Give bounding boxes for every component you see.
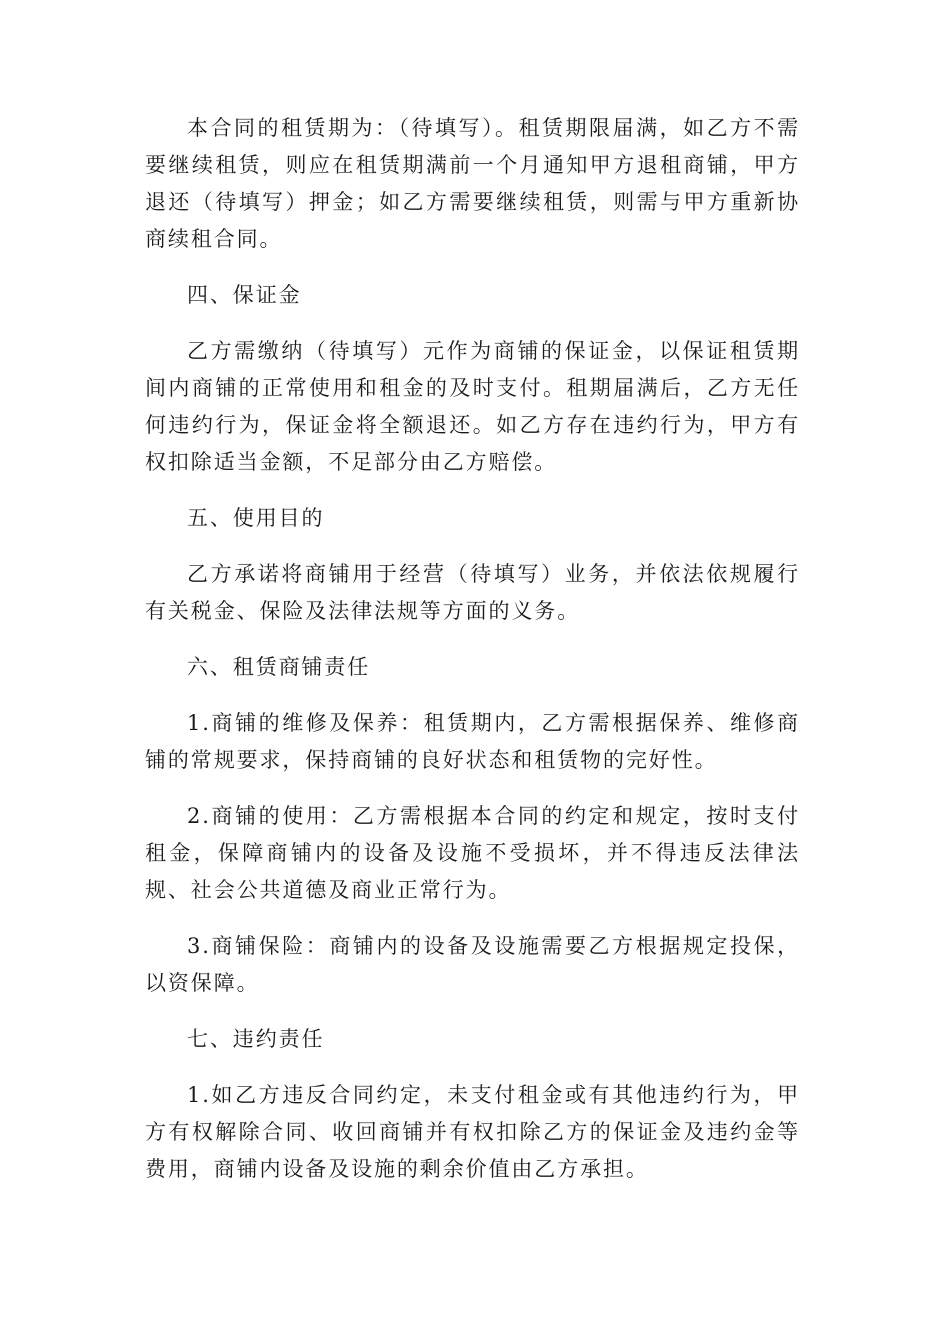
purpose-paragraph: 乙方承诺将商铺用于经营（待填写）业务，并依法依规履行有关税金、保险及法律法规等方面的义务。 xyxy=(145,562,800,623)
breach-item-1: 1.如乙方违反合同约定，未支付租金或有其他违约行为，甲方有权解除合同、收回商铺并有权扣除乙方的保证金及违约金等费用，商铺内设备及设施的剩余价值由乙方承担。 xyxy=(145,1083,800,1181)
responsibility-item-2: 2.商铺的使用：乙方需根据本合同的约定和规定，按时支付租金，保障商铺内的设备及设施不受损坏，并不得违反法律法规、社会公共道德及商业正常行为。 xyxy=(145,804,800,902)
deposit-paragraph: 乙方需缴纳（待填写）元作为商铺的保证金，以保证租赁期间内商铺的正常使用和租金的及时支付。租期届满后，乙方无任何违约行为，保证金将全额退还。如乙方存在违约行为，甲方有权扣除适当金额，不足部分由乙方赔偿。 xyxy=(145,339,800,474)
section-heading-deposit: 四、保证金 xyxy=(187,283,302,307)
section-heading-purpose: 五、使用目的 xyxy=(187,506,325,530)
lease-term-paragraph: 本合同的租赁期为：（待填写）。租赁期限届满，如乙方不需要继续租赁，则应在租赁期满前一个月通知甲方退租商铺，甲方退还（待填写）押金；如乙方需要继续租赁，则需与甲方重新协商续租合同。 xyxy=(145,116,800,251)
contract-body xyxy=(145,110,800,1207)
section-heading-breach: 七、违约责任 xyxy=(187,1027,325,1051)
responsibility-item-1: 1.商铺的维修及保养：租赁期内，乙方需根据保养、维修商铺的常规要求，保持商铺的良好状态和租赁物的完好性。 xyxy=(145,711,800,772)
responsibility-item-3: 3.商铺保险：商铺内的设备及设施需要乙方根据规定投保，以资保障。 xyxy=(145,934,800,995)
section-heading-responsibility: 六、租赁商铺责任 xyxy=(187,655,371,679)
